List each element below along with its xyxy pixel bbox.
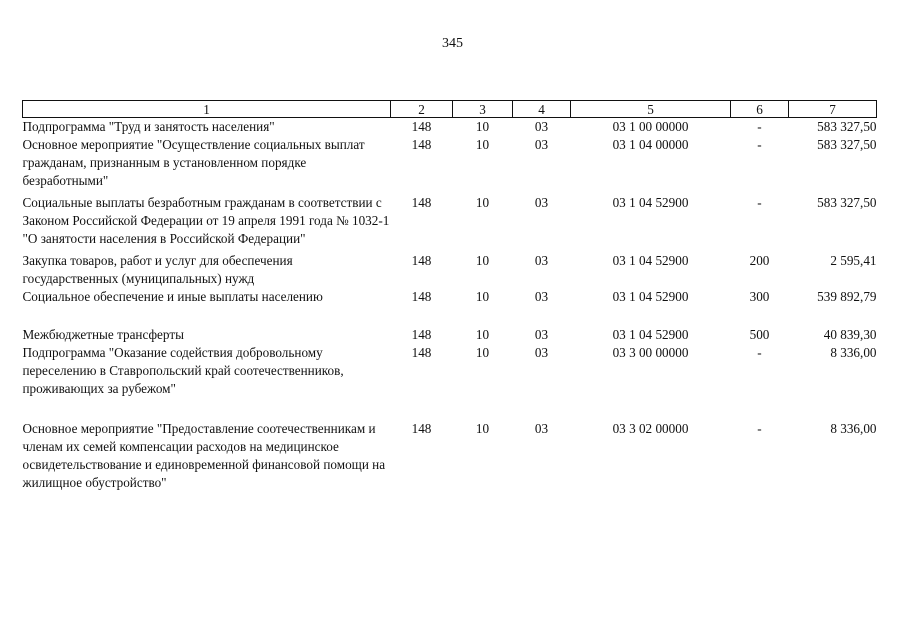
row-col-6: - [757, 195, 762, 210]
row-col-4: 03 [534, 327, 549, 342]
header-col-3: 3 [453, 101, 513, 118]
header-col-4: 4 [513, 101, 571, 118]
header-col-1: 1 [23, 101, 391, 118]
row-col-3: 10 [475, 345, 490, 360]
row-col-7: 2 595,41 [830, 253, 877, 268]
row-col-3: 10 [475, 253, 490, 268]
row-col-6: 300 [749, 289, 770, 304]
row-col-5: 03 3 00 00000 [612, 345, 689, 360]
budget-table [22, 100, 877, 492]
row-col-3: 10 [475, 327, 490, 342]
row-col-6: - [757, 137, 762, 152]
row-col-7: 583 327,50 [817, 137, 877, 152]
table-row [23, 136, 877, 190]
row-name: Закупка товаров, работ и услуг для обеспечения государственных (муниципальных) нужд [22, 253, 293, 286]
row-col-6: 500 [749, 327, 770, 342]
table-row [23, 194, 877, 248]
row-name: Подпрограмма "Труд и занятость населения" [22, 119, 275, 134]
row-col-6: - [757, 421, 762, 436]
row-col-2: 148 [411, 345, 432, 360]
row-col-4: 03 [534, 137, 549, 152]
row-col-7: 8 336,00 [830, 345, 877, 360]
row-col-2: 148 [411, 289, 432, 304]
row-col-5: 03 1 04 52900 [612, 253, 689, 268]
row-col-2: 148 [411, 195, 432, 210]
row-col-2: 148 [411, 327, 432, 342]
row-col-3: 10 [475, 137, 490, 152]
row-col-5: 03 1 00 00000 [612, 119, 689, 134]
header-col-5: 5 [571, 101, 731, 118]
row-col-2: 148 [411, 421, 432, 436]
row-col-6: - [757, 345, 762, 360]
row-col-3: 10 [475, 289, 490, 304]
row-col-7: 539 892,79 [817, 289, 877, 304]
row-col-2: 148 [411, 119, 432, 134]
row-col-5: 03 1 04 52900 [612, 289, 689, 304]
row-col-3: 10 [475, 119, 490, 134]
row-name: Социальное обеспечение и иные выплаты населению [22, 289, 323, 304]
row-col-4: 03 [534, 421, 549, 436]
row-col-3: 10 [475, 421, 490, 436]
row-col-2: 148 [411, 253, 432, 268]
row-col-4: 03 [534, 195, 549, 210]
row-col-5: 03 1 04 00000 [612, 137, 689, 152]
table-row [23, 326, 877, 344]
row-col-7: 8 336,00 [830, 421, 877, 436]
row-spacer [23, 398, 877, 420]
header-row [23, 101, 877, 118]
table-row [23, 118, 877, 137]
row-col-5: 03 1 04 52900 [612, 327, 689, 342]
row-spacer [23, 306, 877, 326]
table-row [23, 420, 877, 492]
row-col-5: 03 1 04 52900 [612, 195, 689, 210]
row-col-3: 10 [475, 195, 490, 210]
row-col-7: 583 327,50 [817, 119, 877, 134]
row-name: Межбюджетные трансферты [22, 327, 184, 342]
row-col-2: 148 [411, 137, 432, 152]
row-name: Подпрограмма "Оказание содействия добровольному переселению в Ставропольский край соотечественников, проживающих за рубежом" [22, 345, 344, 396]
row-col-6: 200 [749, 253, 770, 268]
page-number: 345 [442, 36, 463, 51]
table-row [23, 252, 877, 288]
row-col-5: 03 3 02 00000 [612, 421, 689, 436]
header-col-2: 2 [391, 101, 453, 118]
row-col-7: 583 327,50 [817, 195, 877, 210]
row-name: Основное мероприятие "Осуществление социальных выплат гражданам, признанным в установленном порядке безработными" [22, 137, 365, 188]
table-row [23, 288, 877, 306]
row-name: Основное мероприятие "Предоставление соотечественникам и членам их семей компенсации расходов на медицинское освидетельствование и единовременной финансовой помощи на жилищное обустройство" [22, 421, 386, 490]
row-col-4: 03 [534, 345, 549, 360]
row-col-4: 03 [534, 253, 549, 268]
row-col-4: 03 [534, 289, 549, 304]
row-col-7: 40 839,30 [823, 327, 877, 342]
header-col-7: 7 [789, 101, 877, 118]
table-row [23, 344, 877, 398]
header-col-6: 6 [731, 101, 789, 118]
row-col-4: 03 [534, 119, 549, 134]
row-col-6: - [757, 119, 762, 134]
row-name: Социальные выплаты безработным гражданам в соответствии с Законом Российской Федерации от 19 апреля 1991 года № 1032-1 "О занятости населения в Российской Федерации" [22, 195, 390, 246]
